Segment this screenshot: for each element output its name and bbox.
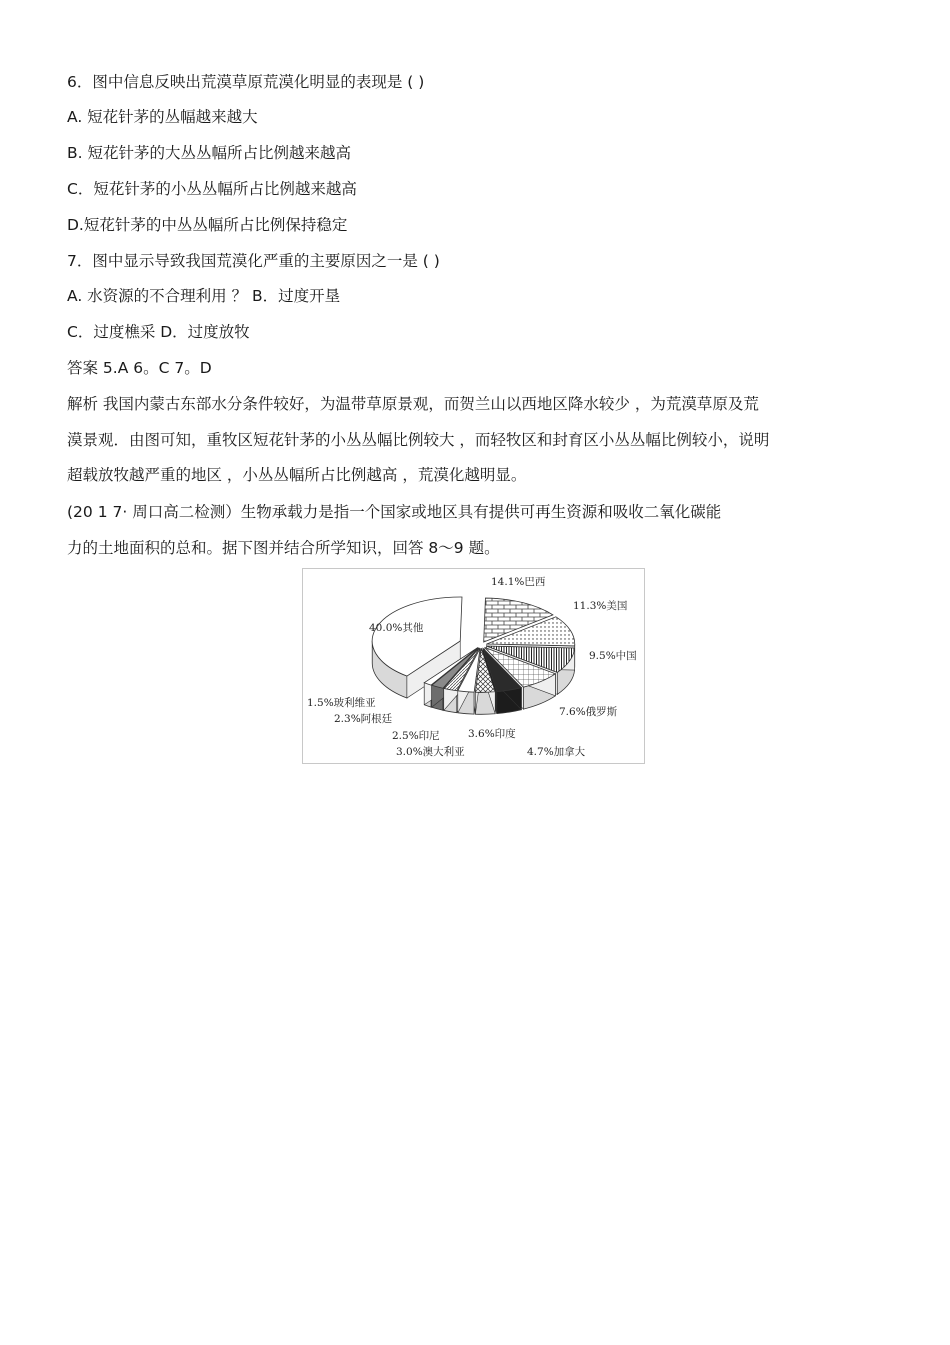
- analysis-line-3: 超载放牧越严重的地区 ，小丛丛幅所占比例越高 ，荒漠化越明显。: [67, 466, 527, 484]
- pie-label-阿根廷: 2.3%阿根廷: [334, 713, 393, 725]
- pie-label-澳大利亚: 3.0%澳大利亚: [396, 746, 465, 758]
- q7-stem: 7．图中显示导致我国荒漠化严重的主要原因之一是 ( ): [67, 252, 440, 270]
- pie-label-美国: 11.3%美国: [573, 600, 628, 612]
- analysis-line-2: 漠景观．由图可知，重牧区短花针茅的小丛丛幅比例较大 ，而轻牧区和封育区小丛丛幅比例较小，说明: [67, 431, 770, 449]
- pie-label-印尼: 2.5%印尼: [392, 730, 440, 742]
- biocapacity-pie-chart: [302, 568, 645, 764]
- pie-label-印度: 3.6%印度: [468, 728, 516, 740]
- pie-label-其他: 40.0%其他: [369, 622, 424, 634]
- pie-label-中国: 9.5%中国: [589, 650, 637, 662]
- q6-option-d: D.短花针茅的中丛丛幅所占比例保持稳定: [67, 216, 348, 234]
- q6-stem: 6．图中信息反映出荒漠草原荒漠化明显的表现是 ( ): [67, 73, 425, 91]
- analysis-line-1: 解析 我国内蒙古东部水分条件较好，为温带草原景观，而贺兰山以西地区降水较少 ，为荒漠草原及荒: [67, 395, 759, 413]
- q7-options-ab: A. 水资源的不合理利用 ？ B．过度开垦: [67, 287, 341, 305]
- q7-options-cd: C．过度樵采 D．过度放牧: [67, 323, 250, 341]
- answer-line: 答案 5.A 6。C 7。D: [67, 359, 212, 377]
- intro-line-1: (20 1 7· 周口高二检测）生物承载力是指一个国家或地区具有提供可再生资源和吸收二氧化碳能: [67, 503, 722, 521]
- q6-option-c: C．短花针茅的小丛丛幅所占比例越来越高: [67, 180, 357, 198]
- pie-label-俄罗斯: 7.6%俄罗斯: [559, 706, 618, 718]
- pie-label-玻利维亚: 1.5%玻利维亚: [307, 697, 376, 709]
- q6-option-a: A. 短花针茅的丛幅越来越大: [67, 108, 258, 126]
- q6-option-b: B. 短花针茅的大丛丛幅所占比例越来越高: [67, 144, 351, 162]
- pie-label-加拿大: 4.7%加拿大: [527, 746, 586, 758]
- intro-line-2: 力的土地面积的总和。据下图并结合所学知识，回答 8～9 题。: [67, 539, 500, 557]
- pie-label-巴西: 14.1%巴西: [491, 576, 546, 588]
